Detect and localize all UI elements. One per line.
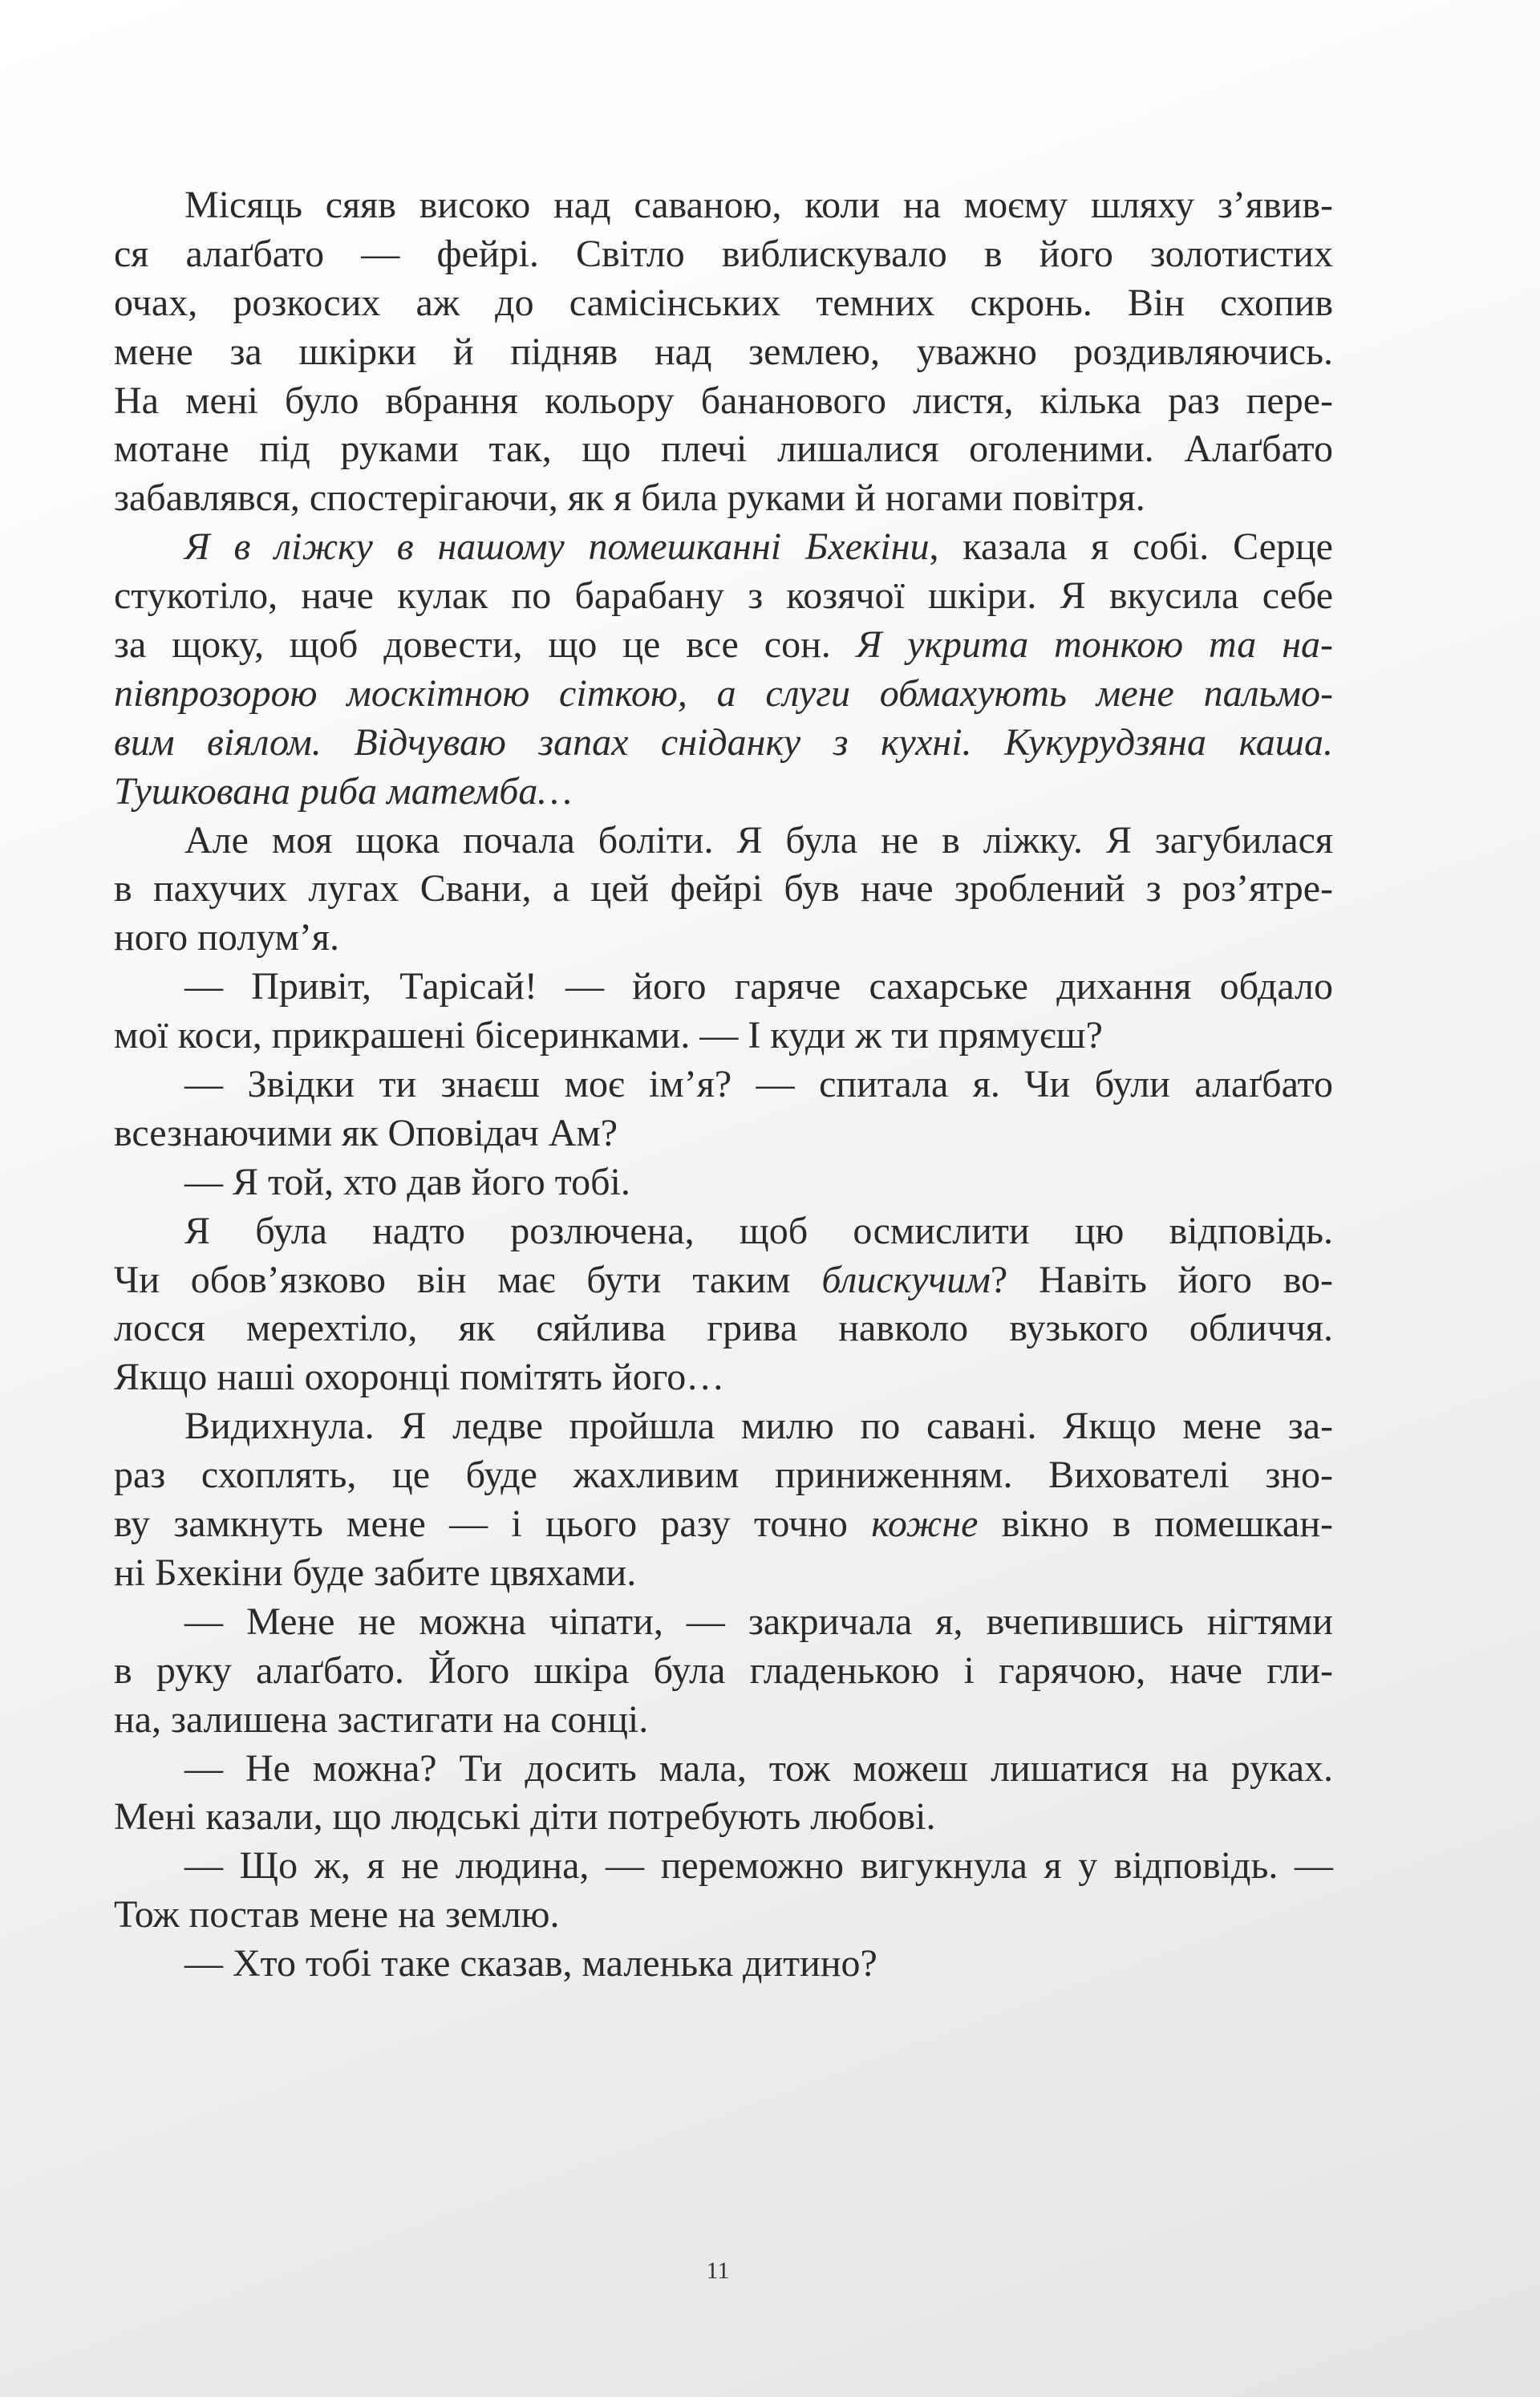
text-span: мої коси, прикрашені бісеринками. — І куди ж ти прямуєш? xyxy=(114,1014,1103,1057)
text-span: Видихнула. Я ледве пройшла милю по савані. Якщо мене за- xyxy=(184,1405,1333,1448)
text-line xyxy=(114,817,1333,866)
text-span: — Хто тобі таке сказав, маленька дитино? xyxy=(184,1942,877,1985)
text-span: Чи обов’язково він має бути таким xyxy=(114,1258,822,1301)
text-line xyxy=(114,719,1333,768)
text-line xyxy=(114,1256,1333,1305)
text-span: всезнаючими як Оповідач Ам? xyxy=(114,1111,618,1154)
text-span: раз схоплять, це буде жахливим приниженням. Вихователі зно- xyxy=(114,1454,1333,1497)
text-line xyxy=(114,963,1333,1012)
text-span: — Що ж, я не людина, — переможно вигукнула я у відповідь. — xyxy=(184,1844,1333,1888)
text-line xyxy=(114,1207,1333,1256)
text-line xyxy=(114,1061,1333,1109)
text-line xyxy=(114,1647,1333,1696)
text-span: лосся мерехтіло, як сяйлива грива навколо вузького обличчя. xyxy=(114,1307,1333,1350)
text-line xyxy=(114,1158,1333,1207)
text-line xyxy=(114,1842,1333,1891)
text-line xyxy=(114,1451,1333,1500)
text-line xyxy=(114,768,1333,817)
text-line xyxy=(114,621,1333,670)
text-span: вікно в помешкан- xyxy=(978,1503,1334,1546)
text-span: ні Бхекіни буде забите цвяхами. xyxy=(114,1551,637,1594)
text-line xyxy=(114,670,1333,719)
text-span: — Мене не можна чіпати, — закричала я, вчепившись нігтями xyxy=(184,1600,1333,1643)
text-line xyxy=(114,1549,1333,1598)
text-span: ву замкнуть мене — і цього разу точно xyxy=(114,1503,872,1546)
text-line xyxy=(114,181,1333,230)
text-span: — Я той, хто дав його тобі. xyxy=(184,1160,630,1203)
italic-text: вим віялом. Відчуваю запах сніданку з кухні. Кукурудзяна каша. xyxy=(114,720,1333,764)
text-span: ного полум’я. xyxy=(114,916,339,959)
text-line xyxy=(114,328,1333,377)
italic-text: кожне xyxy=(871,1503,979,1546)
text-line xyxy=(114,865,1333,914)
text-span: , казала я собі. Серце xyxy=(929,525,1333,569)
italic-text: півпрозорою москітною сіткою, а слуги обмахують мене пальмо- xyxy=(114,671,1333,715)
text-span: за щоку, щоб довести, що це все сон. xyxy=(114,623,857,667)
italic-text: блискучим xyxy=(821,1258,991,1301)
text-line xyxy=(114,1745,1333,1794)
text-line xyxy=(114,1012,1333,1061)
italic-text: Тушкована риба матемба… xyxy=(114,769,573,813)
text-span: забавлявся, спостерігаючи, як я била руками й ногами повітря. xyxy=(114,477,1145,520)
italic-text: Я укрита тонкою та на- xyxy=(856,623,1333,667)
text-line xyxy=(114,474,1333,523)
text-line xyxy=(114,1598,1333,1647)
text-span: Якщо наші охоронці помітять його… xyxy=(114,1356,725,1399)
text-line xyxy=(114,914,1333,963)
text-line xyxy=(114,1304,1333,1353)
text-span: — Звідки ти знаєш моє ім’я? — спитала я. Чи були алаґбато xyxy=(184,1063,1333,1106)
text-span: ся алаґбато — фейрі. Світло виблискувало в його золотистих xyxy=(114,232,1333,275)
text-line xyxy=(114,1402,1333,1451)
text-span: Мені казали, що людські діти потребують любові. xyxy=(114,1795,936,1839)
text-line xyxy=(114,279,1333,328)
text-span: На мені було вбрання кольору бананового листя, кілька раз пере- xyxy=(114,379,1333,422)
text-span: Місяць сяяв високо над саваною, коли на моєму шляху з’явив- xyxy=(184,184,1333,226)
text-span: на, залишена застигати на сонці. xyxy=(114,1697,649,1741)
text-span: — Не можна? Ти досить мала, тож можеш лишатися на руках. xyxy=(184,1746,1333,1790)
text-span: в руку алаґбато. Його шкіра була гладенькою і гарячою, наче гли- xyxy=(114,1649,1333,1692)
text-line xyxy=(114,1793,1333,1842)
text-span: Але моя щока почала боліти. Я була не в ліжку. Я загубилася xyxy=(184,818,1333,862)
text-line xyxy=(114,377,1333,426)
text-span: очах, розкосих аж до самісінських темних скронь. Він схопив xyxy=(114,281,1333,324)
text-line xyxy=(114,1940,1333,1989)
text-span: в пахучих лугах Свани, а цей фейрі був наче зроблений з роз’ятре- xyxy=(114,867,1333,911)
text-line xyxy=(114,1696,1333,1745)
text-line xyxy=(114,1353,1333,1402)
text-span: стукотіло, наче кулак по барабану з козячої шкіри. Я вкусила себе xyxy=(114,574,1333,618)
text-line xyxy=(114,1109,1333,1158)
text-span: — Привіт, Тарісай! — його гаряче сахарське дихання обдало xyxy=(184,965,1333,1008)
text-line xyxy=(114,1500,1333,1549)
text-line xyxy=(114,1891,1333,1940)
page-number: 11 xyxy=(706,2257,730,2284)
text-span: Тож постав мене на землю. xyxy=(114,1893,560,1937)
text-span: мене за шкірки й підняв над землею, уважно роздивляючись. xyxy=(114,330,1333,373)
text-line xyxy=(114,425,1333,474)
text-line xyxy=(114,572,1333,621)
text-line xyxy=(114,230,1333,279)
text-span: ? Навіть його во- xyxy=(990,1258,1334,1301)
body-text xyxy=(114,181,1333,1989)
italic-text: Я в ліжку в нашому помешканні Бхекіни xyxy=(184,525,930,569)
text-span: мотане під руками так, що плечі лишалися оголеними. Алаґбато xyxy=(114,428,1333,471)
text-span: Я була надто розлючена, щоб осмислити цю відповідь. xyxy=(184,1209,1333,1252)
text-line xyxy=(114,523,1333,572)
